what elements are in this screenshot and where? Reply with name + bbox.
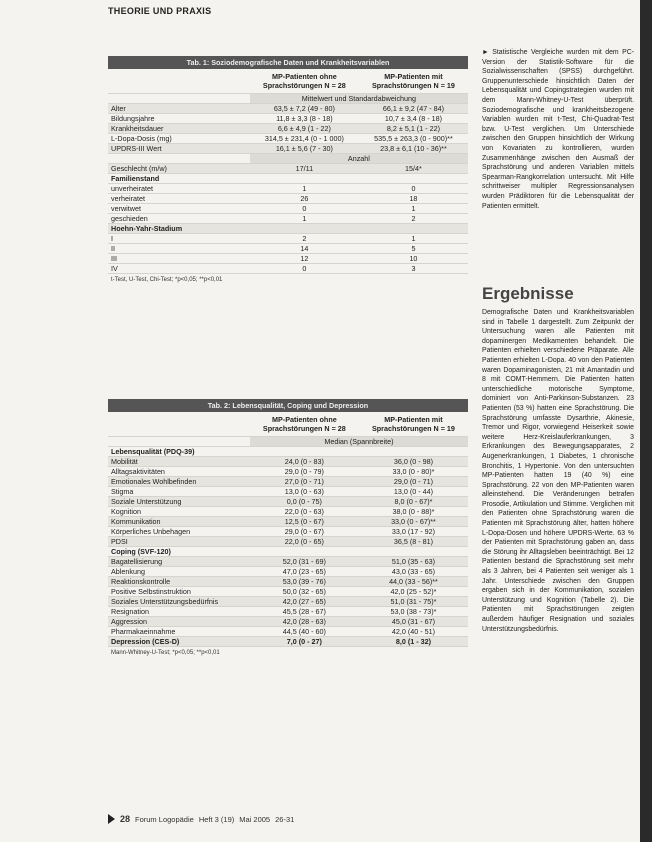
table-1-subhead: Mittelwert und Standardabweichung xyxy=(250,94,468,103)
row-label: Mobilität xyxy=(111,457,138,466)
table-1-subhead2: Anzahl xyxy=(250,154,468,163)
row-value-1: 22,0 (0 - 63) xyxy=(284,507,324,516)
row-value-1: 12,5 (0 - 67) xyxy=(284,517,324,526)
row-label: Bagatellisierung xyxy=(111,557,163,566)
table-row xyxy=(108,607,468,617)
table-2-subhead: Median (Spannbreite) xyxy=(250,437,468,446)
table-row xyxy=(108,447,468,457)
table-row xyxy=(108,627,468,637)
row-value-2: 1 xyxy=(411,204,416,213)
row-label: Pharmakaeinnahme xyxy=(111,627,176,636)
table-row xyxy=(108,174,468,184)
journal-date: Mai 2005 xyxy=(239,814,271,824)
table-row xyxy=(108,104,468,114)
row-label: geschieden xyxy=(111,214,148,223)
row-value-1: 2 xyxy=(302,234,307,243)
row-value-1: 50,0 (32 - 65) xyxy=(282,587,326,596)
row-label: Geschlecht (m/w) xyxy=(111,164,167,173)
page-number: 28 xyxy=(120,814,131,824)
table-row xyxy=(108,134,468,144)
row-value-1: 26 xyxy=(300,194,309,203)
row-value-1: 42,0 (28 - 63) xyxy=(282,617,326,626)
table-1-title: Tab. 1: Soziodemografische Daten und Krankheitsvariablen xyxy=(108,56,468,69)
row-label: PDSI xyxy=(111,537,128,546)
table-row xyxy=(108,537,468,547)
row-label: Kommunikation xyxy=(111,517,161,526)
row-value-2: 42,0 (25 - 52)* xyxy=(390,587,437,596)
right-column-results xyxy=(482,308,634,634)
row-value-1: 0 xyxy=(302,204,307,213)
row-label: L-Dopa-Dosis (mg) xyxy=(111,134,172,143)
row-label: verwitwet xyxy=(111,204,141,213)
row-label: UPDRS-III Wert xyxy=(111,144,162,153)
table-row xyxy=(108,557,468,567)
row-label: Krankheitsdauer xyxy=(111,124,164,133)
table-row xyxy=(108,547,468,557)
results-text: Demografische Daten und Krankheitsvariablen sind in Tabelle 1 dargestellt. Zum Zeitpunkt der Untersuchung waren alle Patienten mit dopaminergen Medikamenten behandelt. Die Patienten erhielten verschiedene Präparate. Alle Patienten erhielten L-Dopa. 40 von den Patienten waren Dopaminagonisten, 21 mit Amantadin und 8 mit COMT-Hemmern. Die Patienten hatten unterschiedliche motorische Symptome, dominiert von Anti-Parkinson-Substanzen. 23 Patienten (53 %) hatten eine Sprachstörung. Die Sprachstörung umfasste Dysarthrie, Akinesie, Tremor und Rigor, vorwiegend Heiserkeit sowie weitere Herz-Kreislauferkrankungen, 3 Erkrankungen des Bewegungsapparates, 2 Augenerkrankungen, 1 Diabetes, 1 chronische Bronchitis, 1 Hypertonie. Von den untersuchten MP-Patienten hatten 19 (40 %) eine Sprachstörung. 22 von den MP-Patienten waren alleinstehend. Die Veränderungen betrafen Prosodie, Artikulation und Stimme. Verglichen mit den Patienten ohne Sprachstörung waren die Patienten mit Sprachstörung älter, hatten höhere L-Dopa-Dosen und höhere UPDRS-Werte. 63 % der Patienten mit Sprachstörung gaben an, dass die Störung ihr Alltagsleben beeinträchtigt. Bei 12 Patienten bestand die Sprachstörung seit mehr als 3 Jahren, bei 4 Patienten seit weniger als 1 Jahr. Unterschiede zwischen den Gruppen ergaben sich in der Kommunikation, sozialen Unterstützung und Kognition (Tabelle 2). Die Patienten mit Sprachstörungen zeigten außerdem häufiger Resignation und soziales Unterstützungsbedürfnis. xyxy=(482,309,634,633)
table-2-title: Tab. 2: Lebensqualität, Coping und Depression xyxy=(108,399,468,412)
row-value-2: 36,5 (8 - 81) xyxy=(393,537,434,546)
table-1-col2: MP-Patienten mit Sprachstörungen N = 19 xyxy=(372,72,455,90)
row-value-1: 29,0 (0 - 67) xyxy=(284,527,324,536)
row-value-1: 0 xyxy=(302,264,307,273)
row-value-1: 47,0 (23 - 65) xyxy=(282,567,326,576)
table-1-subhead2-row xyxy=(108,154,468,164)
table-row xyxy=(108,467,468,477)
table-row xyxy=(108,567,468,577)
depression-v1: 7,0 (0 - 27) xyxy=(286,637,322,646)
table-row xyxy=(108,617,468,627)
row-value-2: 42,0 (40 - 51) xyxy=(391,627,436,636)
row-label: Reaktionskontrolle xyxy=(111,577,171,586)
table-2 xyxy=(108,399,468,656)
row-value-1: 27,0 (0 - 71) xyxy=(284,477,324,486)
row-value-1: 0,0 (0 - 75) xyxy=(286,497,322,506)
row-value-2: 5 xyxy=(411,244,416,253)
table-row xyxy=(108,184,468,194)
table-row xyxy=(108,254,468,264)
row-label: Bildungsjahre xyxy=(111,114,155,123)
table-row xyxy=(108,507,468,517)
table-2-depression-row xyxy=(108,637,468,647)
table-row xyxy=(108,527,468,537)
journal-pages: 26-31 xyxy=(275,814,295,824)
table-row xyxy=(108,597,468,607)
depression-v2: 8,0 (1 - 32) xyxy=(395,637,432,646)
table-row xyxy=(108,214,468,224)
running-head: THEORIE UND PRAXIS xyxy=(108,6,212,16)
row-value-2: 51,0 (31 - 75)* xyxy=(390,597,437,606)
row-value-1: 63,5 ± 7,2 (49 - 80) xyxy=(273,104,335,113)
page-footer xyxy=(108,814,294,824)
row-value-1: 16,1 ± 5,6 (7 - 30) xyxy=(275,144,333,153)
row-label: Alter xyxy=(111,104,126,113)
row-value-1: 1 xyxy=(302,184,307,193)
row-value-1: 11,8 ± 3,3 (8 - 18) xyxy=(276,114,333,123)
results-heading: Ergebnisse xyxy=(482,284,574,303)
table-row xyxy=(108,164,468,174)
row-label: Coping (SVF-120) xyxy=(111,547,171,556)
table-row xyxy=(108,497,468,507)
table-row xyxy=(108,124,468,134)
row-label: Familienstand xyxy=(111,174,160,183)
row-value-2: 33,0 (0 - 80)* xyxy=(392,467,435,476)
row-label: Stigma xyxy=(111,487,134,496)
row-value-1: 24,0 (0 - 83) xyxy=(284,457,324,466)
row-value-1: 53,0 (39 - 76) xyxy=(282,577,326,586)
row-label: Alltagsaktivitäten xyxy=(111,467,165,476)
journal-name: Forum Logopädie xyxy=(135,814,194,824)
row-label: I xyxy=(111,234,113,243)
row-value-2: 2 xyxy=(411,214,416,223)
row-value-1: 14 xyxy=(300,244,309,253)
row-label: unverheiratet xyxy=(111,184,153,193)
row-value-2: 10,7 ± 3,4 (8 - 18) xyxy=(384,114,442,123)
row-value-2: 38,0 (0 - 88)* xyxy=(392,507,435,516)
row-label: Resignation xyxy=(111,607,149,616)
row-value-2: 535,5 ± 263,3 (0 - 900)** xyxy=(374,134,453,143)
row-value-2: 44,0 (33 - 56)** xyxy=(389,577,438,586)
journal-issue: Heft 3 (19) xyxy=(198,814,235,824)
row-value-2: 51,0 (35 - 63) xyxy=(391,557,436,566)
row-value-2: 0 xyxy=(411,184,416,193)
row-label: Körperliches Unbehagen xyxy=(111,527,191,536)
table-row xyxy=(108,144,468,154)
table-1-subhead-row xyxy=(108,94,468,104)
row-value-2: 45,0 (31 - 67) xyxy=(391,617,436,626)
row-value-2: 1 xyxy=(411,234,416,243)
row-value-1: 17/11 xyxy=(295,164,314,173)
table-2-col1: MP-Patienten ohne Sprachstörungen N = 28 xyxy=(262,415,346,433)
row-value-1: 22,0 (0 - 65) xyxy=(284,537,324,546)
row-label: III xyxy=(111,254,117,263)
table-row xyxy=(108,224,468,234)
row-value-2: 66,1 ± 9,2 (47 - 84) xyxy=(382,104,444,113)
table-row xyxy=(108,204,468,214)
row-value-2: 8,0 (0 - 67)* xyxy=(394,497,433,506)
table-row xyxy=(108,577,468,587)
row-value-1: 29,0 (0 - 79) xyxy=(284,467,324,476)
row-value-1: 52,0 (31 - 69) xyxy=(282,557,326,566)
triangle-marker-icon xyxy=(108,814,115,824)
row-label: II xyxy=(111,244,115,253)
table-2-header xyxy=(108,412,468,437)
row-value-2: 3 xyxy=(411,264,416,273)
table-row xyxy=(108,264,468,274)
row-value-2: 43,0 (33 - 65) xyxy=(391,567,436,576)
table-row xyxy=(108,477,468,487)
row-value-1: 13,0 (0 - 63) xyxy=(284,487,324,496)
table-1-footnote: t-Test, U-Test, Chi-Test; *p<0,05; **p<0,01 xyxy=(111,277,223,283)
table-1 xyxy=(108,56,468,283)
row-value-1: 12 xyxy=(300,254,309,263)
row-value-2: 13,0 (0 - 44) xyxy=(393,487,434,496)
table-1-header xyxy=(108,69,468,94)
table-1-col1: MP-Patienten ohne Sprachstörungen N = 28 xyxy=(262,72,346,90)
table-row xyxy=(108,587,468,597)
depression-label: Depression (CES-D) xyxy=(111,637,180,646)
table-row xyxy=(108,244,468,254)
table-2-col2: MP-Patienten mit Sprachstörungen N = 19 xyxy=(372,415,455,433)
row-value-2: 15/4* xyxy=(405,164,422,173)
row-label: Aggression xyxy=(111,617,147,626)
row-label: Hoehn-Yahr-Stadium xyxy=(111,224,183,233)
scan-edge xyxy=(640,0,652,842)
row-label: Ablenkung xyxy=(111,567,145,576)
row-value-2: 36,0 (0 - 98) xyxy=(393,457,434,466)
row-value-2: 18 xyxy=(409,194,418,203)
row-value-2: 33,0 (17 - 92) xyxy=(391,527,436,536)
methods-text: ► Statistische Vergleiche wurden mit dem PC-Version der Statistik-Software für die Sozialwissenschaften (SPSS) durchgeführt. Gruppenunterschiede hinsichtlich Daten der Lebensqualität und Copingstrategien wurden mit dem Mann-Whitney-U-Test überprüft. Soziodemografische und krankheitsbezogene Variablen wurden mit t-Test, Chi-Quadrat-Test bzw. U-Test verglichen. Um Unterschiede zwischen den Gruppen hinsichtlich der Wirkung von Kovariaten zu kontrollieren, wurden Zusammenhänge zwischen den Ausmaß der Sprachstörung und anderen Variablen mittels Spearman-Rangkorrelation untersucht. Mit Hilfe schrittweiser multipler Regressionsanalysen wurden Prädiktoren für die Lebensqualität der Patienten ermittelt. xyxy=(482,49,634,210)
row-value-1: 45,5 (28 - 67) xyxy=(282,607,326,616)
right-column-methods xyxy=(482,48,634,211)
row-label: Soziale Unterstützung xyxy=(111,497,182,506)
row-value-2: 53,0 (38 - 73)* xyxy=(390,607,437,616)
row-label: Emotionales Wohlbefinden xyxy=(111,477,197,486)
row-value-1: 6,6 ± 4,9 (1 - 22) xyxy=(277,124,331,133)
table-row xyxy=(108,234,468,244)
table-row xyxy=(108,487,468,497)
row-value-2: 29,0 (0 - 71) xyxy=(393,477,434,486)
row-value-2: 23,8 ± 6,1 (10 - 36)** xyxy=(380,144,447,153)
table-2-footnote: Mann-Whitney-U-Test; *p<0,05; **p<0,01 xyxy=(111,650,220,656)
row-value-1: 1 xyxy=(302,214,307,223)
row-label: Soziales Unterstützungsbedürfnis xyxy=(111,597,219,606)
row-label: Positive Selbstinstruktion xyxy=(111,587,191,596)
row-value-1: 42,0 (27 - 65) xyxy=(282,597,326,606)
row-value-1: 44,5 (40 - 60) xyxy=(282,627,326,636)
row-value-1: 314,5 ± 231,4 (0 - 1 000) xyxy=(264,134,344,143)
row-label: IV xyxy=(111,264,118,273)
row-label: Lebensqualität (PDQ-39) xyxy=(111,447,195,456)
table-row xyxy=(108,517,468,527)
row-value-2: 33,0 (0 - 67)** xyxy=(391,517,436,526)
table-2-subhead-row xyxy=(108,437,468,447)
row-value-2: 8,2 ± 5,1 (1 - 22) xyxy=(386,124,440,133)
row-label: verheiratet xyxy=(111,194,145,203)
row-value-2: 10 xyxy=(409,254,418,263)
table-row xyxy=(108,114,468,124)
row-label: Kognition xyxy=(111,507,141,516)
table-row xyxy=(108,194,468,204)
table-row xyxy=(108,457,468,467)
